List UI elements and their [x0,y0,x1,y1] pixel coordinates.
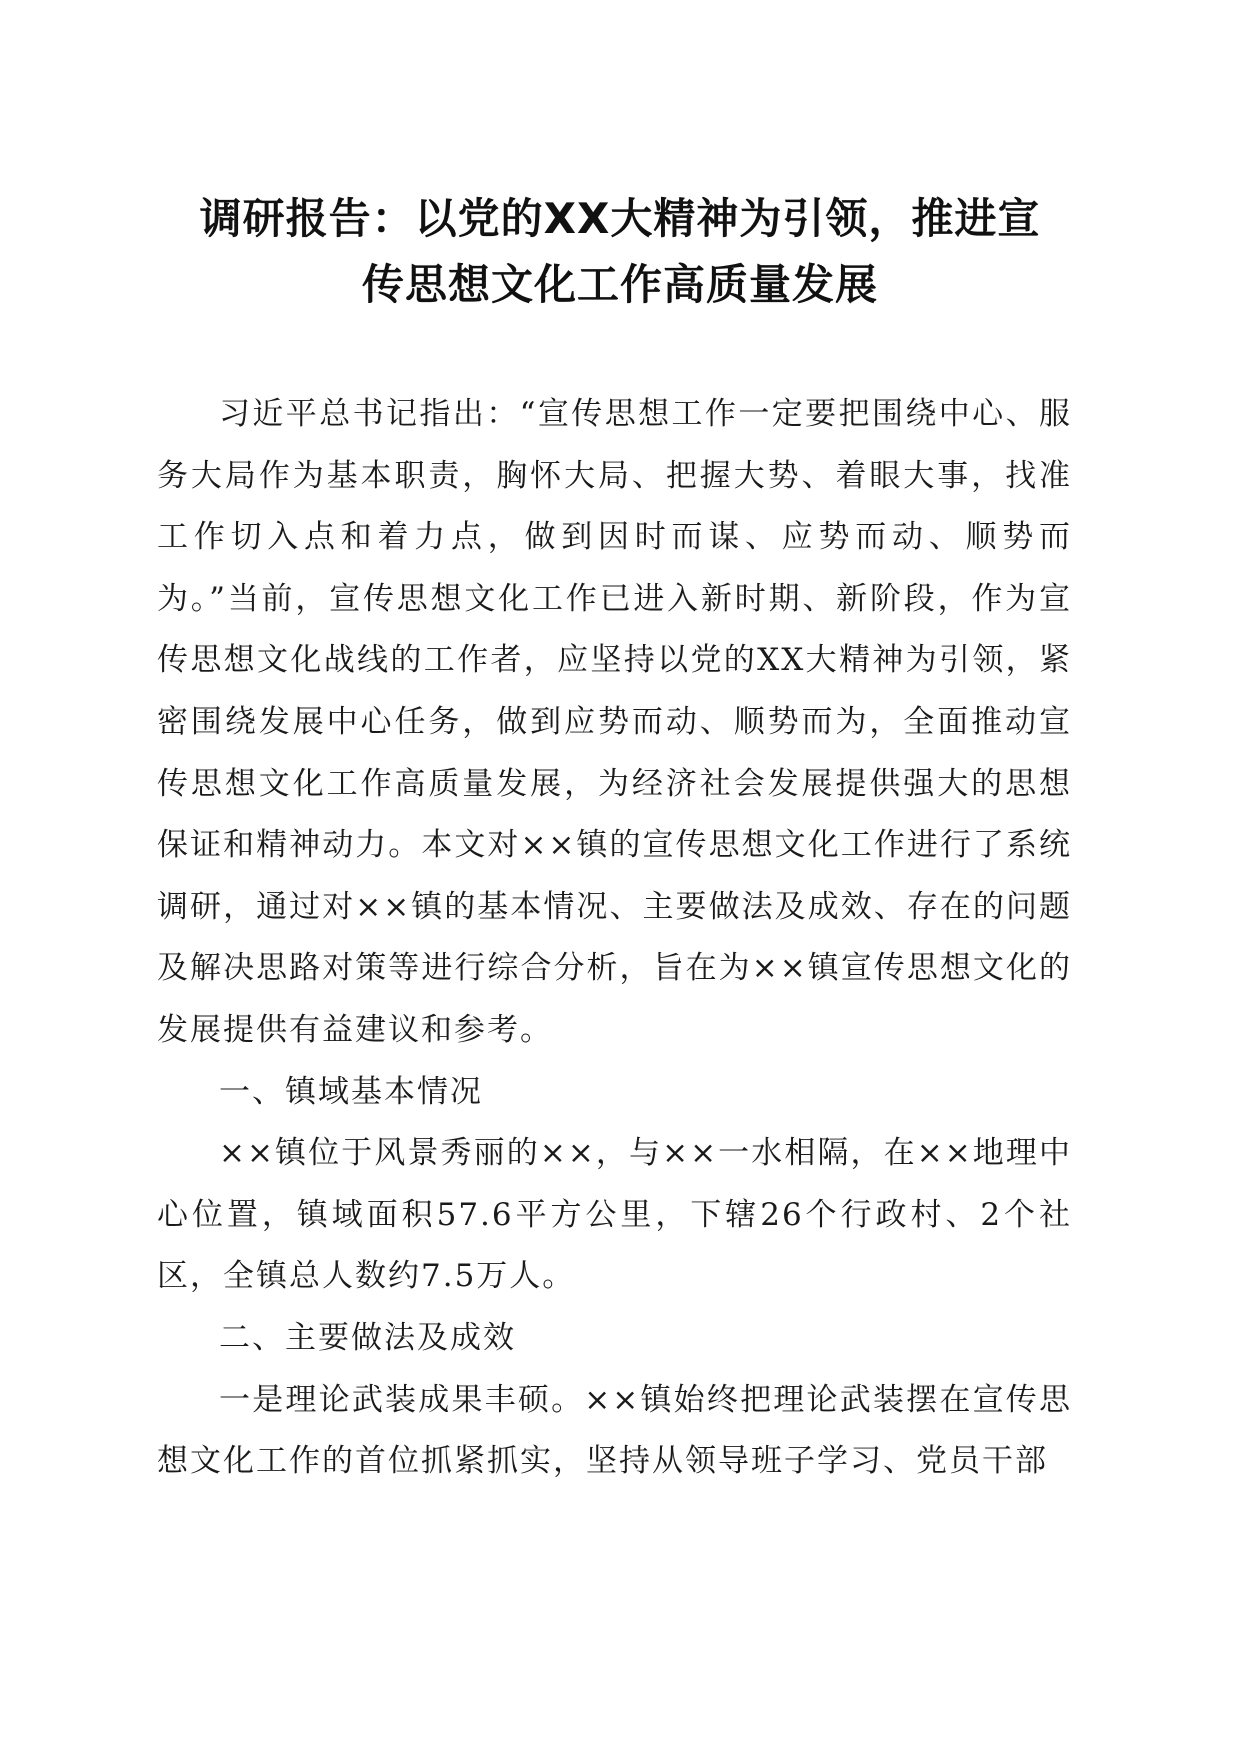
intro-paragraph: 习近平总书记指出：“宣传思想工作一定要把围绕中心、服务大局作为基本职责，胸怀大局、把握大势、着眼大事，找准工作切入点和着力点，做到因时而谋、应势而动、顺势而为。”当前，宣传思想文化工作已进入新时期、新阶段，作为宣传思想文化战线的工作者，应坚持以党的XX大精神为引领，紧密围绕发展中心任务，做到应势而动、顺势而为，全面推动宣传思想文化工作高质量发展，为经济社会发展提供强大的思想保证和精神动力。本文对××镇的宣传思想文化工作进行了系统调研，通过对××镇的基本情况、主要做法及成效、存在的问题及解决思路对策等进行综合分析，旨在为××镇宣传思想文化的发展提供有益建议和参考。 [157,396,1072,1048]
section-heading-1: 一、镇域基本情况 [219,1073,483,1110]
document-body [157,384,1072,1493]
section-2-paragraph: 一是理论武装成果丰硕。××镇始终把理论武装摆在宣传思想文化工作的首位抓紧抓实，坚持从领导班子学习、党员干部 [157,1381,1072,1480]
section-heading-2: 二、主要做法及成效 [219,1319,516,1356]
title-line-1: 调研报告：以党的XX大精神为引领，推进宣 [199,194,1041,243]
document-title [150,186,1090,318]
title-line-2: 传思想文化工作高质量发展 [361,260,878,309]
section-1-paragraph: ××镇位于风景秀丽的××，与××一水相隔，在××地理中心位置，镇域面积57.6平方公里，下辖26个行政村、2个社区，全镇总人数约7.5万人。 [157,1135,1072,1295]
